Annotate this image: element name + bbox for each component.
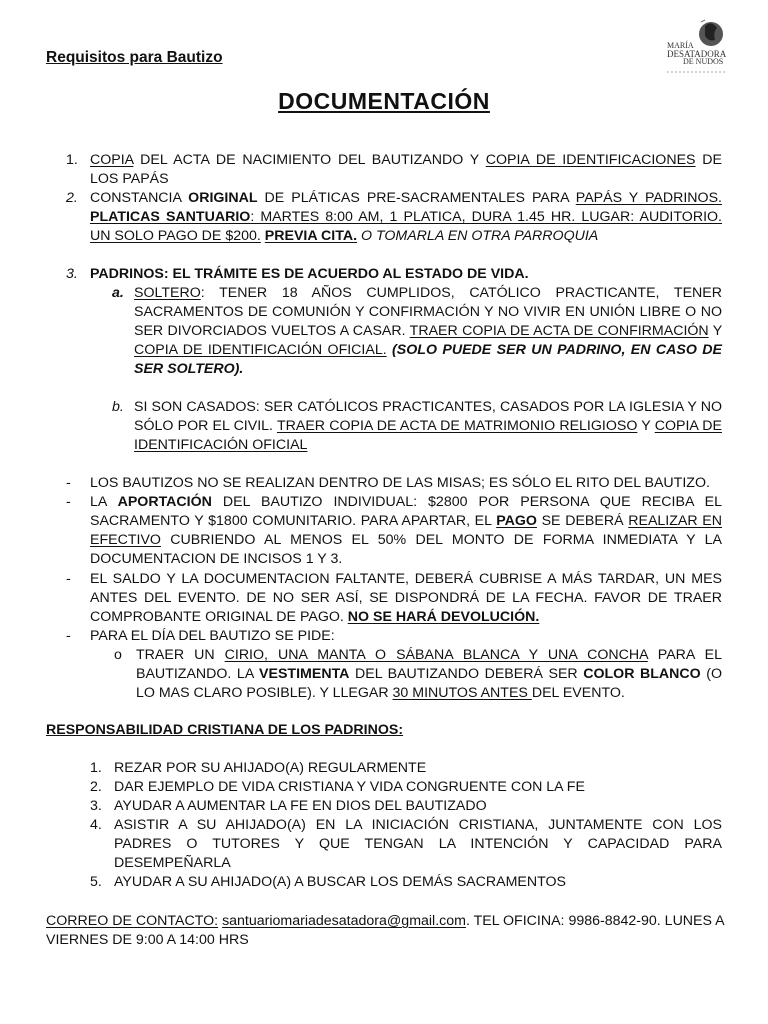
list-number: 1. xyxy=(90,760,102,776)
text-span: SI SON CASADOS: SER CATÓLICOS PRACTICANTES, CASADOS POR LA IGLESIA Y NO SÓLO POR EL CIVIL. xyxy=(134,399,722,434)
church-logo xyxy=(665,16,727,76)
list-number: 2. xyxy=(66,190,78,206)
requirement-2-text xyxy=(90,189,722,246)
responsibility-item-text: DAR EJEMPLO DE VIDA CRISTIANA Y VIDA CONGRUENTE CON LA FE xyxy=(114,779,585,795)
circle-bullet: o xyxy=(114,647,122,663)
text-span: CUBRIENDO AL MENOS EL 50% DEL MONTO DE FORMA INMEDIATA Y LA DOCUMENTACION DE INCISOS 1 Y 3. xyxy=(90,532,722,567)
list-number: 3. xyxy=(66,266,78,282)
realizar-efectivo-text: REALIZAR EN EFECTIVO xyxy=(90,513,722,548)
color-blanco-text: COLOR BLANCO xyxy=(583,666,701,682)
document-subtitle: Requisitos para Bautizo xyxy=(46,49,223,66)
copia-identificacion-text: COPIA DE IDENTIFICACIÓN OFICIAL xyxy=(134,418,722,453)
note-4-sub-text xyxy=(136,646,722,703)
note-1-text: LOS BAUTIZOS NO SE REALIZAN DENTRO DE LAS MISAS; ES SÓLO EL RITO DEL BAUTIZO. xyxy=(90,475,710,491)
note-4-text: PARA EL DÍA DEL BAUTIZO SE PIDE: xyxy=(90,628,335,644)
logo-line-3: DE NUDOS xyxy=(683,57,724,66)
responsibility-item-text: REZAR POR SU AHIJADO(A) REGULARMENTE xyxy=(114,760,427,776)
dash-bullet: - xyxy=(66,628,71,644)
responsibility-item-text: AYUDAR A SU AHIJADO(A) A BUSCAR LOS DEMÁS SACRAMENTOS xyxy=(114,874,567,890)
requirement-3-title: PADRINOS: EL TRÁMITE ES DE ACUERDO AL ESTADO DE VIDA. xyxy=(90,266,529,282)
dash-bullet: - xyxy=(66,571,71,587)
original-text: ORIGINAL xyxy=(188,190,258,206)
platicas-schedule-text: : MARTES 8:00 AM, 1 PLATICA, DURA 1.45 HR. LUGAR: AUDITORIO. UN SOLO PAGO DE $200. xyxy=(90,209,722,244)
text-span: : TENER 18 AÑOS CUMPLIDOS, CATÓLICO PRACTICANTE, TENER SACRAMENTOS DE COMUNIÓN Y CONFIRMACIÓN Y NO VIVIR EN UNIÓN LIBRE O NO SER DIVORCIADOS VUELTOS A CASAR. xyxy=(134,285,722,339)
vestimenta-text: VESTIMENTA xyxy=(259,666,350,682)
document-title: DOCUMENTACIÓN xyxy=(278,88,490,114)
text-span: Y xyxy=(637,418,655,434)
note-3-text xyxy=(90,570,722,627)
list-number: 4. xyxy=(90,817,102,833)
text-span: DE LOS PAPÁS xyxy=(90,152,722,187)
responsibility-heading: RESPONSABILIDAD CRISTIANA DE LOS PADRINOS: xyxy=(46,722,404,738)
contact-info xyxy=(46,912,726,950)
responsibility-item-text: AYUDAR A AUMENTAR LA FE EN DIOS DEL BAUTIZADO xyxy=(114,798,487,814)
platicas-santuario-text: PLATICAS SANTUARIO xyxy=(90,209,251,225)
text-span: SE DEBERÁ xyxy=(536,513,629,529)
text-span: (O LO MAS CLARO POSIBLE). Y LLEGAR xyxy=(136,666,722,701)
dash-bullet: - xyxy=(66,475,71,491)
text-span: EL SALDO Y LA DOCUMENTACION FALTANTE, DEBERÁ CUBRISE A MÁS TARDAR, UN MES ANTES DEL EVENTO. DE NO SER ASÍ, SE DISPONDRÁ DE LA FECHA. FAVOR DE TRAER COMPROBANTE ORIGINAL DE PAGO. xyxy=(90,571,722,625)
no-devolucion-text: NO SE HARÁ DEVOLUCIÓN. xyxy=(347,609,540,625)
responsibility-item-text: ASISTIR A SU AHIJADO(A) EN LA INICIACIÓN CRISTIANA, JUNTAMENTE CON LOS PADRES O TUTORES Y QUE TENGAN LA INTENCIÓN Y CAPACIDAD PARA DESEMPEÑARLA xyxy=(114,817,722,871)
text-span: DEL EVENTO. xyxy=(531,685,625,701)
requirement-3a-text xyxy=(134,284,722,379)
copia-identificacion-text: COPIA DE IDENTIFICACIÓN OFICIAL. xyxy=(134,342,387,358)
aportacion-text: APORTACIÓN xyxy=(117,494,212,510)
list-number: 2. xyxy=(90,779,102,795)
cirio-manta-text: CIRIO, UNA MANTA O SÁBANA BLANCA Y UNA CONCHA xyxy=(224,647,648,663)
solo-un-padrino-text: (SOLO PUEDE SER UN PADRINO, EN CASO DE SER SOLTERO). xyxy=(134,342,722,377)
treinta-minutos-text: 30 MINUTOS ANTES xyxy=(392,685,532,701)
acta-confirmacion-text: TRAER COPIA DE ACTA DE CONFIRMACIÓN xyxy=(409,323,709,339)
list-number: 3. xyxy=(90,798,102,814)
contact-details: . TEL OFICINA: 9986-8842-90. LUNES A VIERNES DE 9:00 A 14:00 HRS xyxy=(46,913,724,948)
text-span: CONSTANCIA xyxy=(90,190,189,206)
logo-line-2: DESATADORA xyxy=(667,49,727,59)
note-2-text xyxy=(90,493,722,569)
otra-parroquia-text: O TOMARLA EN OTRA PARROQUIA xyxy=(357,228,599,244)
text-span: Y xyxy=(708,323,722,339)
text-span: PARA EL BAUTIZANDO. LA xyxy=(136,647,722,682)
sub-letter: b. xyxy=(112,399,124,415)
soltero-text: SOLTERO xyxy=(134,285,201,301)
sub-letter: a. xyxy=(112,285,124,301)
logo-line-1: MARÍA xyxy=(667,41,694,50)
requirement-1-text xyxy=(90,151,722,189)
papas-padrinos-text: PAPÁS Y PADRINOS. xyxy=(575,190,722,206)
list-number: 1. xyxy=(66,152,78,168)
dash-bullet: - xyxy=(66,494,71,510)
text-span: DEL BAUTIZANDO DEBERÁ SER xyxy=(349,666,584,682)
copia-text: COPIA xyxy=(90,152,134,168)
text-span: DE PLÁTICAS PRE-SACRAMENTALES PARA xyxy=(257,190,576,206)
text-span: TRAER UN xyxy=(136,647,225,663)
acta-matrimonio-text: TRAER COPIA DE ACTA DE MATRIMONIO RELIGIOSO xyxy=(276,418,638,434)
text-span: LA xyxy=(90,494,118,510)
previa-cita-text: PREVIA CITA. xyxy=(264,228,358,244)
pago-text: PAGO xyxy=(496,513,537,529)
copia-identificaciones-text: COPIA DE IDENTIFICACIONES xyxy=(485,152,696,168)
requirement-3b-text xyxy=(134,398,722,455)
text-span: DEL BAUTIZO INDIVIDUAL: $2800 POR PERSONA QUE RECIBA EL SACRAMENTO Y $1800 COMUNITARIO. PARA APARTAR, EL xyxy=(90,494,722,529)
contact-email-link[interactable]: santuariomariadesatadora@gmail.com xyxy=(222,913,466,929)
text-span: DEL ACTA DE NACIMIENTO DEL BAUTIZANDO Y xyxy=(133,152,486,168)
list-number: 5. xyxy=(90,874,102,890)
contact-label: CORREO DE CONTACTO: xyxy=(46,913,219,929)
